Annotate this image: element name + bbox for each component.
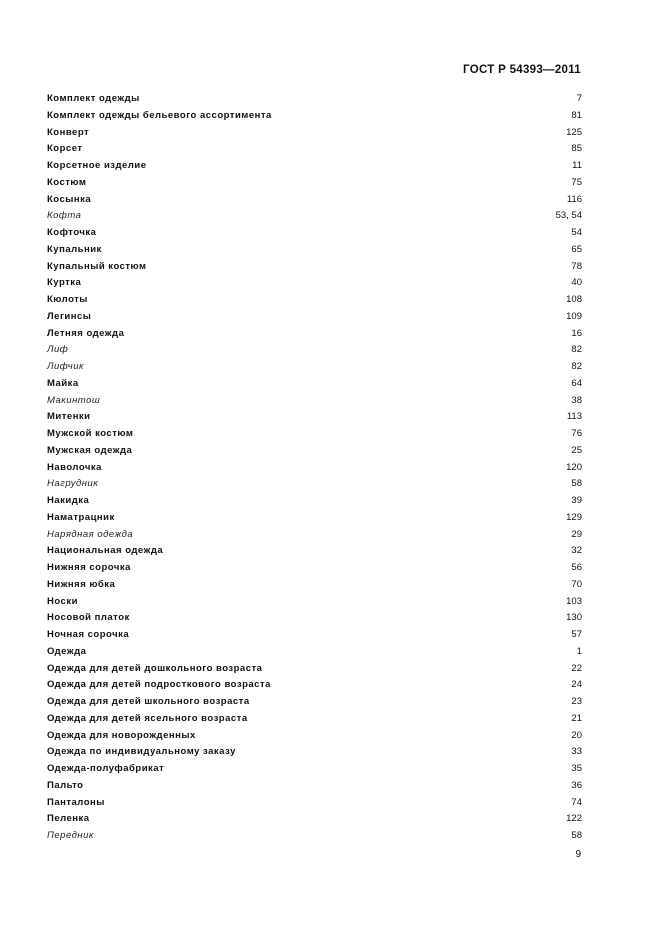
index-term: Пеленка	[47, 813, 90, 825]
index-term: Наматрацник	[47, 511, 115, 523]
index-entry	[47, 778, 582, 795]
index-entry	[47, 359, 582, 376]
index-reference-number: 130	[566, 612, 582, 624]
index-entry	[47, 694, 582, 711]
index-reference-number: 25	[571, 444, 582, 456]
index-reference-number: 75	[571, 176, 582, 188]
index-reference-number: 40	[571, 277, 582, 289]
index-reference-number: 53, 54	[555, 210, 582, 222]
index-entry	[47, 795, 582, 812]
index-reference-number: 32	[571, 545, 582, 557]
index-entry	[47, 158, 582, 175]
index-reference-number: 74	[571, 796, 582, 808]
index-term: Лиф	[47, 344, 69, 356]
index-entry	[47, 493, 582, 510]
index-entry	[47, 510, 582, 527]
index-term: Наволочка	[47, 461, 102, 473]
index-term: Носки	[47, 595, 78, 607]
index-entry	[47, 91, 582, 108]
index-entry	[47, 543, 582, 560]
index-entry	[47, 309, 582, 326]
index-entry	[47, 828, 582, 845]
index-term: Одежда для новорожденных	[47, 729, 196, 741]
index-term: Одежда для детей подросткового возраста	[47, 679, 271, 691]
index-term: Мужской костюм	[47, 428, 134, 439]
index-term: Купальник	[47, 243, 102, 255]
index-entry	[47, 627, 582, 644]
index-entry	[47, 259, 582, 276]
index-term: Нижняя юбка	[47, 578, 116, 590]
index-entry	[47, 376, 582, 393]
index-entry	[47, 728, 582, 745]
index-reference-number: 57	[571, 629, 582, 640]
index-entry	[47, 242, 582, 259]
index-entry	[47, 460, 582, 477]
index-reference-number: 125	[566, 126, 582, 138]
index-reference-number: 1	[576, 645, 582, 657]
index-reference-number: 103	[566, 595, 582, 607]
index-term: Носовой платок	[47, 612, 130, 624]
index-reference-number: 38	[571, 394, 582, 406]
index-reference-number: 24	[571, 679, 582, 691]
index-reference-number: 54	[571, 227, 582, 238]
index-entry	[47, 594, 582, 611]
index-entry	[47, 275, 582, 292]
index-reference-number: 108	[566, 294, 582, 305]
index-entry	[47, 443, 582, 460]
index-entry	[47, 393, 582, 410]
index-entry	[47, 644, 582, 661]
index-term: Пальто	[47, 779, 84, 791]
index-entry	[47, 661, 582, 678]
index-reference-number: 11	[572, 160, 582, 171]
index-reference-number: 58	[571, 478, 582, 490]
index-term: Одежда для детей школьного возраста	[47, 696, 250, 707]
index-entry	[47, 744, 582, 761]
document-header: ГОСТ Р 54393—2011	[463, 64, 581, 76]
index-reference-number: 56	[571, 562, 582, 573]
index-reference-number: 129	[566, 511, 582, 523]
index-term: Одежда по индивидуальному заказу	[47, 746, 236, 758]
index-entry	[47, 677, 582, 694]
index-reference-number: 65	[571, 243, 582, 255]
index-entry	[47, 141, 582, 158]
index-entry	[47, 577, 582, 594]
index-entry	[47, 560, 582, 577]
index-reference-number: 21	[571, 712, 582, 724]
index-entry	[47, 342, 582, 359]
index-term: Конверт	[47, 126, 90, 138]
index-term: Одежда для детей ясельного возраста	[47, 712, 248, 724]
index-reference-number: 64	[571, 377, 582, 389]
index-entry	[47, 527, 582, 544]
index-entry	[47, 292, 582, 309]
index-reference-number: 7	[576, 93, 582, 104]
term-index-list	[47, 91, 582, 845]
index-term: Одежда	[47, 645, 87, 657]
index-term: Лифчик	[47, 361, 84, 372]
index-entry	[47, 208, 582, 225]
index-term: Мужская одежда	[47, 444, 133, 456]
index-term: Кофта	[47, 210, 82, 222]
index-term: Накидка	[47, 495, 90, 506]
index-term: Куртка	[47, 277, 82, 289]
index-term: Купальный костюм	[47, 260, 147, 272]
index-entry	[47, 610, 582, 627]
index-reference-number: 16	[571, 327, 582, 339]
index-reference-number: 81	[571, 109, 582, 121]
index-entry	[47, 811, 582, 828]
index-entry	[47, 125, 582, 142]
index-entry	[47, 108, 582, 125]
index-entry	[47, 225, 582, 242]
index-term: Ночная сорочка	[47, 629, 130, 640]
index-reference-number: 29	[571, 528, 582, 540]
index-reference-number: 78	[571, 260, 582, 272]
index-reference-number: 39	[571, 495, 582, 506]
index-term: Косынка	[47, 193, 92, 205]
index-entry	[47, 426, 582, 443]
index-reference-number: 76	[571, 428, 582, 439]
index-term: Костюм	[47, 176, 87, 188]
index-term: Макинтош	[47, 394, 101, 406]
index-term: Комплект одежды	[47, 93, 140, 104]
index-reference-number: 116	[566, 193, 582, 205]
index-term: Нарядная одежда	[47, 528, 134, 540]
index-reference-number: 23	[571, 696, 582, 707]
index-term: Нижняя сорочка	[47, 562, 131, 573]
index-entry	[47, 192, 582, 209]
index-reference-number: 35	[571, 763, 582, 774]
index-entry	[47, 409, 582, 426]
index-entry	[47, 711, 582, 728]
index-reference-number: 33	[571, 746, 582, 758]
index-term: Передник	[47, 830, 94, 841]
index-term: Панталоны	[47, 796, 105, 808]
index-entry	[47, 175, 582, 192]
index-entry	[47, 761, 582, 778]
index-term: Митенки	[47, 411, 91, 423]
index-term: Майка	[47, 377, 79, 389]
index-reference-number: 20	[571, 729, 582, 741]
index-reference-number: 85	[571, 143, 582, 155]
index-reference-number: 120	[566, 461, 582, 473]
index-term: Корсет	[47, 143, 83, 155]
index-term: Нагрудник	[47, 478, 99, 490]
index-reference-number: 82	[571, 344, 582, 356]
index-reference-number: 113	[566, 411, 582, 423]
index-reference-number: 70	[571, 578, 582, 590]
index-reference-number: 122	[566, 813, 582, 825]
index-term: Летняя одежда	[47, 327, 125, 339]
index-reference-number: 82	[571, 361, 582, 372]
index-reference-number: 58	[571, 830, 582, 841]
index-reference-number: 109	[566, 310, 582, 322]
index-term: Комплект одежды бельевого ассортимента	[47, 109, 272, 121]
index-reference-number: 22	[571, 662, 582, 674]
index-term: Кофточка	[47, 227, 97, 238]
index-term: Кюлоты	[47, 294, 88, 305]
index-term: Одежда-полуфабрикат	[47, 763, 165, 774]
index-entry	[47, 476, 582, 493]
page-number: 9	[575, 849, 581, 860]
index-term: Легинсы	[47, 310, 92, 322]
index-term: Одежда для детей дошкольного возраста	[47, 662, 263, 674]
index-entry	[47, 326, 582, 343]
index-reference-number: 36	[571, 779, 582, 791]
index-term: Корсетное изделие	[47, 160, 147, 171]
index-term: Национальная одежда	[47, 545, 164, 557]
